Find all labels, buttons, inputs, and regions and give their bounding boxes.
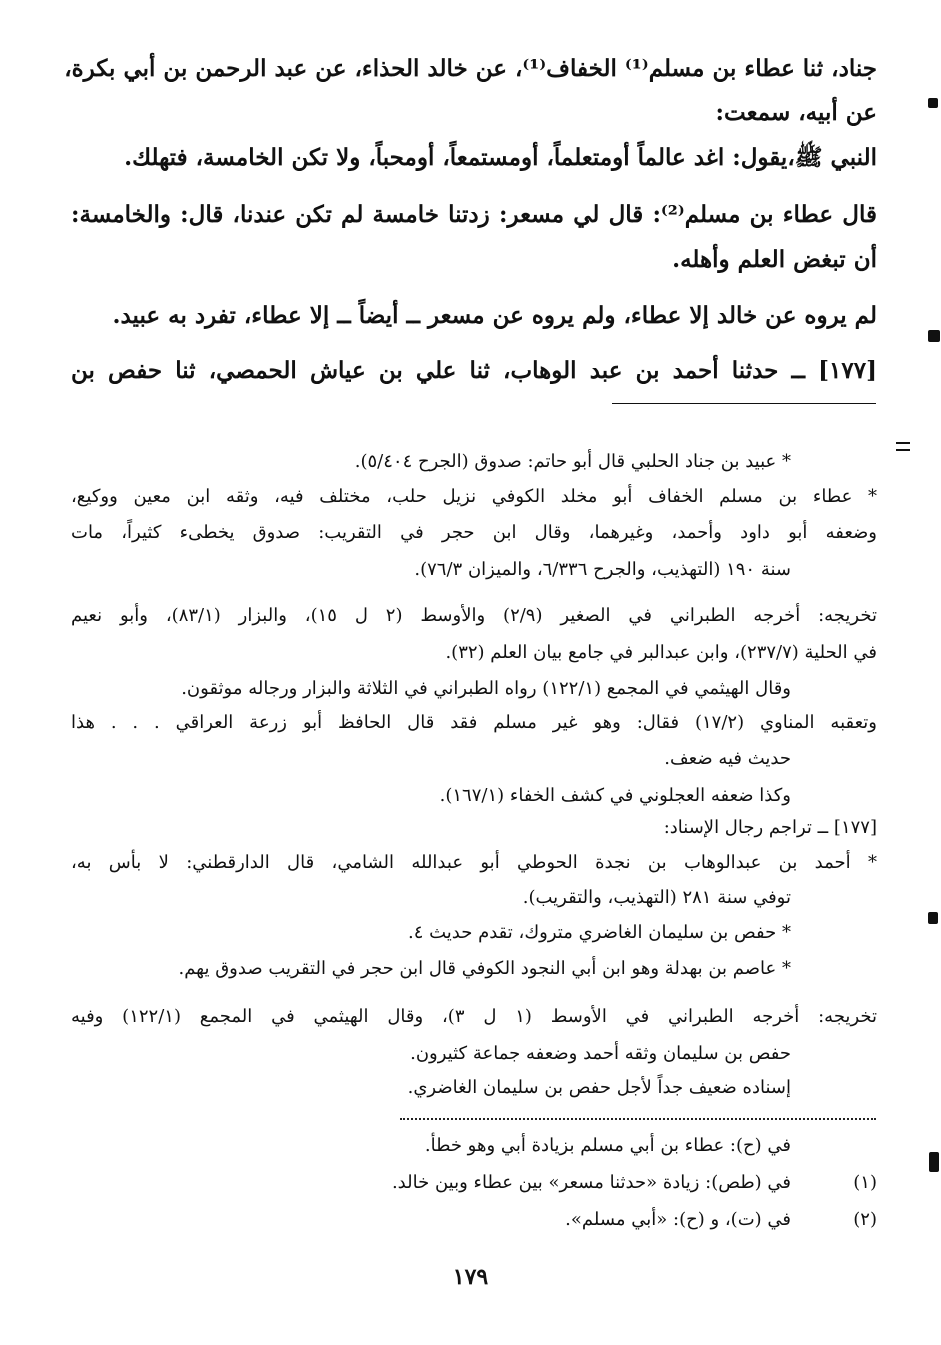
scan-edge-mark [928, 98, 938, 108]
page-number: ١٧٩ [452, 1264, 489, 1290]
scan-edge-mark [928, 330, 940, 342]
commentary-line: * أحمد بن عبدالوهاب بن نجدة الحوطي أبو عبدالله الشامي، قال الدارقطني: لا بأس به، [71, 852, 877, 873]
scan-edge-mark [896, 442, 910, 444]
commentary-line: * حفص بن سليمان الغاضري متروك، تقدم حديث ٤. [407, 922, 791, 943]
scan-edge-mark [928, 912, 938, 924]
commentary-line: وتعقبه المناوي (١٧/٢) فقال: وهو غير مسلم فقد قال الحافظ أبو زرعة العراقي . . . هذا [71, 712, 877, 733]
commentary-line: حفص بن سليمان وثقه أحمد وضعفه جماعة كثيرون. [410, 1043, 791, 1064]
commentary-line: وضعفه أبو داود وأحمد، وغيرهما، وقال ابن حجر في التقريب: صدوق يخطىء كثيراً، مات [71, 522, 877, 543]
main-text-line: قال عطاء بن مسلم⁽²⁾: قال لي مسعر: زدتنا خامسة لم تكن عندنا، قال: والخامسة: [71, 201, 878, 228]
main-text-line: لم يروه عن خالد إلا عطاء، ولم يروه عن مسعر ــ أيضاً ــ إلا عطاء، تفرد به عبيد. [112, 302, 877, 329]
commentary-line: * عبيد بن جناد الحلبي قال أبو حاتم: صدوق (الجرح ٥/٤٠٤). [354, 451, 791, 472]
commentary-line: سنة ١٩٠ (التهذيب، والجرح ٦/٣٣٦، والميزان ٧٦/٣). [414, 559, 791, 580]
commentary-line: تخريجه: أخرجه الطبراني في الصغير (٢/٩) والأوسط (٢ ل ١٥)، والبزار (٨٣/١)، وأبو نعيم [71, 605, 877, 626]
footnote-number: (٢) [853, 1209, 877, 1230]
main-text-line: [١٧٧] ــ حدثنا أحمد بن عبد الوهاب، ثنا علي بن عياش الحمصي، ثنا حفص بن [71, 357, 877, 384]
main-text-line: جناد، ثنا عطاء بن مسلم⁽¹⁾ الخفاف⁽¹⁾، عن خالد الحذاء، عن عبد الرحمن بن أبي بكرة، [64, 55, 877, 82]
section-divider [612, 403, 876, 404]
main-text-line: أن تبغض العلم وأهله. [672, 246, 877, 273]
footnote-number: (١) [853, 1172, 877, 1193]
footnote-divider [400, 1118, 876, 1120]
commentary-line: وقال الهيثمي في المجمع (١٢٢/١) رواه الطبراني في الثلاثة والبزار ورجاله موثقون. [181, 678, 791, 699]
footnote-line: في (طص): زيادة «حدثنا مسعر» بين عطاء وبين خالد. [391, 1172, 791, 1193]
commentary-line: إسناده ضعيف جداً لأجل حفص بن سليمان الغاضري. [407, 1077, 791, 1098]
commentary-line: حديث فيه ضعف. [664, 748, 791, 769]
commentary-line: تخريجه: أخرجه الطبراني في الأوسط (١ ل ٣)، وقال الهيثمي في المجمع (١٢٢/١) وفيه [71, 1006, 878, 1027]
footnote-line: في (ح): عطاء بن أبي مسلم بزيادة أبي وهو خطأ. [424, 1135, 791, 1156]
commentary-line: [١٧٧] ــ تراجم رجال الإسناد: [663, 817, 877, 838]
scan-edge-mark [929, 1152, 939, 1172]
commentary-line: * عطاء بن مسلم الخفاف أبو مخلد الكوفي نزيل حلب، مختلف فيه، وثقه ابن معين ووكيع، [71, 486, 877, 507]
commentary-line: وكذا ضعفه العجلوني في كشف الخفاء (١٦٧/١). [439, 785, 791, 806]
scan-edge-mark [896, 449, 910, 451]
main-text-line: عن أبيه، سمعت: [715, 99, 877, 126]
footnote-line: في (ت)، و (ح): «أبي مسلم». [565, 1209, 791, 1230]
commentary-line: * عاصم بن بهدلة وهو ابن أبي النجود الكوفي قال ابن حجر في التقريب صدوق يهم. [178, 958, 791, 979]
commentary-line: توفي سنة ٢٨١ (التهذيب، والتقريب). [522, 887, 791, 908]
commentary-line: في الحلية (٢٣٧/٧)، وابن عبدالبر في جامع بيان العلم (٣٢). [445, 642, 877, 663]
main-text-line: النبي ﷺ،يقول: اغد عالماً أومتعلماً، أومستمعاً، أومحباً، ولا تكن الخامسة، فتهلك. [124, 144, 877, 171]
